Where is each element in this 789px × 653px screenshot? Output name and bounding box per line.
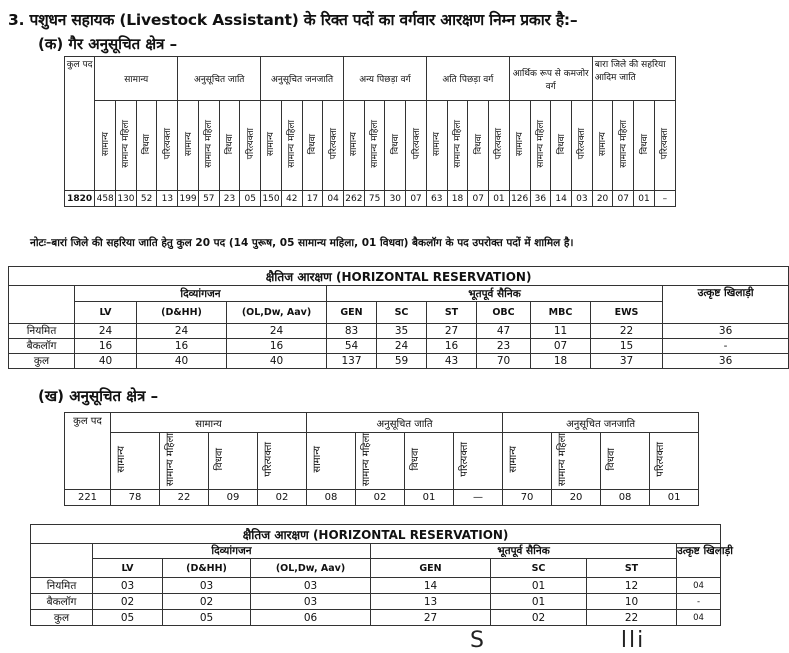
t2-cell: 27 bbox=[427, 324, 477, 339]
t2-group-disabled: दिव्यांगजन bbox=[75, 286, 327, 302]
t1-value: 458 bbox=[95, 191, 116, 207]
t4-cell: 03 bbox=[163, 578, 251, 594]
t4-title: क्षैतिज आरक्षण (HORIZONTAL RESERVATION) bbox=[31, 525, 721, 544]
t3-value: 78 bbox=[111, 490, 160, 506]
t1-subheader-row bbox=[65, 101, 676, 191]
page-heading: 3. पशुधन सहायक (Livestock Assistant) के रिक्त पदों का वर्गवार आरक्षण निम्न प्रकार है:– bbox=[8, 11, 578, 29]
t1-value: 199 bbox=[178, 191, 199, 207]
t1-subheader-label: सामान्य महिला bbox=[287, 120, 298, 168]
t1-value: 262 bbox=[344, 191, 365, 207]
t2-row bbox=[9, 354, 789, 369]
t4-row bbox=[31, 594, 721, 610]
t1-subheader-label: सामान्य bbox=[349, 131, 360, 156]
t3-subheader-cell bbox=[209, 433, 258, 490]
t1-group: अनुसूचित जाति bbox=[178, 57, 261, 101]
t3-value: 22 bbox=[160, 490, 209, 506]
t1-value: 36 bbox=[530, 191, 551, 207]
t1-group-row bbox=[65, 57, 676, 101]
section-b-title: (ख) अनुसूचित क्षेत्र – bbox=[38, 387, 159, 405]
t1-subheader-label: विधवा bbox=[639, 133, 650, 155]
t1-subheader-cell bbox=[509, 101, 530, 191]
t1-subheader-label: परित्यक्ता bbox=[328, 128, 339, 160]
t4-cell: 06 bbox=[251, 610, 371, 626]
t1-subheader-cell bbox=[136, 101, 157, 191]
t1-subheader-label: परित्यक्ता bbox=[494, 128, 505, 160]
t4-cell: 04 bbox=[677, 578, 721, 594]
t1-subheader-label: सामान्य महिला bbox=[370, 120, 381, 168]
t1-group: सामान्य bbox=[95, 57, 178, 101]
t1-subheader-label: सामान्य महिला bbox=[618, 120, 629, 168]
t3-group: सामान्य bbox=[111, 413, 307, 433]
t1-subheader-cell bbox=[634, 101, 655, 191]
t4-cell: 02 bbox=[163, 594, 251, 610]
t2-cell: 22 bbox=[591, 324, 663, 339]
t2-cell: - bbox=[663, 339, 789, 354]
t4-subheader-row bbox=[31, 559, 721, 578]
t1-group: अनुसूचित जनजाति bbox=[261, 57, 344, 101]
t3-value: 09 bbox=[209, 490, 258, 506]
t4-cell: 03 bbox=[251, 578, 371, 594]
t1-value: 52 bbox=[136, 191, 157, 207]
t1-subheader-cell bbox=[302, 101, 323, 191]
t1-total-header: कुल पद bbox=[65, 57, 95, 191]
t2-group-sports: उत्कृष्ट खिलाड़ी bbox=[663, 286, 789, 324]
t1-subheader-label: परित्यक्ता bbox=[660, 128, 671, 160]
t4-cell: 02 bbox=[491, 610, 587, 626]
t3-subheader-cell bbox=[454, 433, 503, 490]
t2-cell: 24 bbox=[377, 339, 427, 354]
t4-subheader: (D&HH) bbox=[163, 559, 251, 578]
t2-cell: 24 bbox=[137, 324, 227, 339]
t1-total-value: 1820 bbox=[65, 191, 95, 207]
t1-group: बारा जिले की सहरिया आदिम जाति bbox=[592, 57, 675, 101]
t2-cell: 43 bbox=[427, 354, 477, 369]
t1-subheader-cell bbox=[157, 101, 178, 191]
t1-value: 130 bbox=[116, 191, 137, 207]
t4-subheader: GEN bbox=[371, 559, 491, 578]
t4-subheader: LV bbox=[93, 559, 163, 578]
t2-row-label: बैकलॉग bbox=[9, 339, 75, 354]
t1-value: 13 bbox=[157, 191, 178, 207]
t1-group: आर्थिक रूप से कमजोर वर्ग bbox=[509, 57, 592, 101]
table-non-scheduled bbox=[64, 56, 676, 207]
t1-subheader-cell bbox=[468, 101, 489, 191]
t3-subheader-cell bbox=[405, 433, 454, 490]
t3-total-header: कुल पद bbox=[65, 413, 111, 490]
t3-value: 20 bbox=[552, 490, 601, 506]
t1-group: अति पिछड़ा वर्ग bbox=[426, 57, 509, 101]
t2-subheader: (D&HH) bbox=[137, 302, 227, 324]
t1-subheader-label: सामान्य bbox=[432, 131, 443, 156]
t3-group: अनुसूचित जाति bbox=[307, 413, 503, 433]
t2-cell: 37 bbox=[591, 354, 663, 369]
t3-subheader-label: सामान्य महिला bbox=[361, 433, 373, 487]
t3-value: 02 bbox=[356, 490, 405, 506]
t1-subheader-cell bbox=[364, 101, 385, 191]
t3-subheader-cell bbox=[552, 433, 601, 490]
t3-values-row bbox=[65, 490, 699, 506]
t2-subheader: (OL,Dw, Aav) bbox=[227, 302, 327, 324]
table-horizontal-reservation-b bbox=[30, 524, 733, 626]
t4-cell: 13 bbox=[371, 594, 491, 610]
t1-subheader-label: सामान्य bbox=[515, 131, 526, 156]
t1-value: 20 bbox=[592, 191, 613, 207]
t1-value: 07 bbox=[613, 191, 634, 207]
t1-subheader-cell bbox=[447, 101, 468, 191]
t1-value: 42 bbox=[281, 191, 302, 207]
t2-cell: 36 bbox=[663, 324, 789, 339]
t2-cell: 11 bbox=[531, 324, 591, 339]
t3-total-value: 221 bbox=[65, 490, 111, 506]
t4-cell: 10 bbox=[587, 594, 677, 610]
t3-subheader-label: विधवा bbox=[214, 448, 225, 471]
t4-group-sports: उत्कृष्ट खिलाड़ी bbox=[677, 544, 721, 578]
t4-row-label: कुल bbox=[31, 610, 93, 626]
t4-cell: 05 bbox=[163, 610, 251, 626]
t4-cell: 03 bbox=[93, 578, 163, 594]
t4-row-label: बैकलॉग bbox=[31, 594, 93, 610]
t2-cell: 54 bbox=[327, 339, 377, 354]
t2-cell: 16 bbox=[75, 339, 137, 354]
t4-cell: 01 bbox=[491, 578, 587, 594]
t1-value: 57 bbox=[198, 191, 219, 207]
t2-cell: 24 bbox=[75, 324, 137, 339]
t2-row-label: कुल bbox=[9, 354, 75, 369]
t4-cell: 01 bbox=[491, 594, 587, 610]
t2-row-label: नियमित bbox=[9, 324, 75, 339]
t2-cell: 40 bbox=[75, 354, 137, 369]
t1-value: 05 bbox=[240, 191, 261, 207]
t3-subheader-label: विधवा bbox=[410, 448, 422, 471]
t1-subheader-cell bbox=[219, 101, 240, 191]
t3-value: 01 bbox=[650, 490, 699, 506]
t4-cell: - bbox=[677, 594, 721, 610]
t2-cell: 47 bbox=[477, 324, 531, 339]
t1-subheader-cell bbox=[323, 101, 344, 191]
t4-subheader: (OL,Dw, Aav) bbox=[251, 559, 371, 578]
t1-subheader-cell bbox=[116, 101, 137, 191]
t1-subheader-label: विधवा bbox=[390, 133, 401, 155]
t2-subheader: EWS bbox=[591, 302, 663, 324]
t1-subheader-label: सामान्य bbox=[100, 131, 111, 156]
t3-subheader-cell bbox=[503, 433, 552, 490]
t1-subheader-cell bbox=[240, 101, 261, 191]
t4-cell: 05 bbox=[93, 610, 163, 626]
t1-subheader-label: विधवा bbox=[473, 133, 484, 155]
t3-subheader-label: विधवा bbox=[606, 448, 618, 471]
t3-subheader-label: सामान्य महिला bbox=[557, 433, 569, 487]
t1-value: 18 bbox=[447, 191, 468, 207]
t3-subheader-cell bbox=[111, 433, 160, 490]
t3-subheader-cell bbox=[307, 433, 356, 490]
t1-value: 01 bbox=[489, 191, 510, 207]
t2-subheader: ST bbox=[427, 302, 477, 324]
t1-subheader-label: विधवा bbox=[142, 133, 153, 155]
t2-cell: 07 bbox=[531, 339, 591, 354]
t2-cell: 18 bbox=[531, 354, 591, 369]
t1-subheader-cell bbox=[654, 101, 675, 191]
t1-value: 03 bbox=[571, 191, 592, 207]
t2-row bbox=[9, 324, 789, 339]
t3-subheader-cell bbox=[258, 433, 307, 490]
t4-row bbox=[31, 578, 721, 594]
t1-value: 01 bbox=[634, 191, 655, 207]
t1-subheader-cell bbox=[261, 101, 282, 191]
t2-cell: 16 bbox=[427, 339, 477, 354]
t2-row bbox=[9, 339, 789, 354]
t1-value: 04 bbox=[323, 191, 344, 207]
t1-subheader-label: विधवा bbox=[307, 133, 318, 155]
t3-value: 02 bbox=[258, 490, 307, 506]
t1-subheader-label: सामान्य bbox=[598, 131, 609, 156]
t1-value: 63 bbox=[426, 191, 447, 207]
t1-value: 07 bbox=[406, 191, 427, 207]
t1-value: 75 bbox=[364, 191, 385, 207]
t1-subheader-label: परित्यक्ता bbox=[577, 128, 588, 160]
t1-subheader-cell bbox=[281, 101, 302, 191]
t4-cell: 04 bbox=[677, 610, 721, 626]
t3-value: 08 bbox=[601, 490, 650, 506]
t1-subheader-cell bbox=[592, 101, 613, 191]
t3-subheader-label: सामान्य bbox=[508, 446, 520, 473]
t2-cell: 59 bbox=[377, 354, 427, 369]
t4-group-disabled: दिव्यांगजन bbox=[93, 544, 371, 559]
t1-value: 23 bbox=[219, 191, 240, 207]
t1-subheader-label: सामान्य bbox=[266, 131, 277, 156]
cropped-footer-text: S lli bbox=[470, 628, 646, 653]
t1-subheader-label: सामान्य महिला bbox=[535, 120, 546, 168]
t3-subheader-cell bbox=[650, 433, 699, 490]
t2-subheader: LV bbox=[75, 302, 137, 324]
t3-value: — bbox=[454, 490, 503, 506]
t4-subheader: ST bbox=[587, 559, 677, 578]
t1-value: 150 bbox=[261, 191, 282, 207]
t4-cell: 14 bbox=[371, 578, 491, 594]
t2-cell: 16 bbox=[227, 339, 327, 354]
t1-subheader-label: सामान्य महिला bbox=[452, 120, 463, 168]
t4-row bbox=[31, 610, 721, 626]
t2-cell: 35 bbox=[377, 324, 427, 339]
t3-subheader-cell bbox=[356, 433, 405, 490]
t1-subheader-cell bbox=[426, 101, 447, 191]
section-a-title: (क) गैर अनुसूचित क्षेत्र – bbox=[38, 35, 178, 53]
t1-subheader-cell bbox=[489, 101, 510, 191]
t4-row-label: नियमित bbox=[31, 578, 93, 594]
t2-subheader: MBC bbox=[531, 302, 591, 324]
t3-subheader-cell bbox=[160, 433, 209, 490]
t1-subheader-cell bbox=[571, 101, 592, 191]
t1-subheader-label: सामान्य bbox=[183, 131, 194, 156]
t1-value: 07 bbox=[468, 191, 489, 207]
t3-subheader-label: परित्यक्ता bbox=[655, 442, 667, 477]
t1-subheader-cell bbox=[613, 101, 634, 191]
t3-value: 08 bbox=[307, 490, 356, 506]
t2-group-ex-servicemen: भूतपूर्व सैनिक bbox=[327, 286, 663, 302]
t2-cell: 24 bbox=[227, 324, 327, 339]
t1-subheader-label: परित्यक्ता bbox=[162, 128, 173, 160]
t4-subheader: SC bbox=[491, 559, 587, 578]
t3-subheader-row bbox=[65, 433, 699, 490]
t2-subheader: SC bbox=[377, 302, 427, 324]
t1-subheader-label: सामान्य महिला bbox=[204, 120, 215, 168]
t2-cell: 40 bbox=[137, 354, 227, 369]
t3-subheader-label: सामान्य bbox=[116, 446, 127, 473]
t2-cell: 137 bbox=[327, 354, 377, 369]
t2-subheader: OBC bbox=[477, 302, 531, 324]
t1-subheader-cell bbox=[385, 101, 406, 191]
t2-cell: 40 bbox=[227, 354, 327, 369]
t1-value: 30 bbox=[385, 191, 406, 207]
t1-subheader-cell bbox=[406, 101, 427, 191]
t3-subheader-label: परित्यक्ता bbox=[263, 442, 274, 477]
t3-group: अनुसूचित जनजाति bbox=[503, 413, 699, 433]
t1-group: अन्य पिछड़ा वर्ग bbox=[344, 57, 427, 101]
t3-subheader-cell bbox=[601, 433, 650, 490]
t1-subheader-label: विधवा bbox=[225, 133, 236, 155]
note: नोटः–बारां जिले की सहरिया जाति हेतु कुल 20 पद (14 पुरूष, 05 सामान्य महिला, 01 विधवा) बैकलॉग के पद उपरोक्त पदों में शामिल है। bbox=[30, 237, 574, 249]
t1-subheader-cell bbox=[198, 101, 219, 191]
t1-subheader-label: परित्यक्ता bbox=[411, 128, 422, 160]
t1-values-row bbox=[65, 191, 676, 207]
t1-subheader-cell bbox=[530, 101, 551, 191]
t2-cell: 15 bbox=[591, 339, 663, 354]
t1-subheader-cell bbox=[551, 101, 572, 191]
t4-cell: 12 bbox=[587, 578, 677, 594]
t1-subheader-cell bbox=[95, 101, 116, 191]
table-horizontal-reservation-a bbox=[8, 266, 789, 369]
t2-cell: 83 bbox=[327, 324, 377, 339]
t2-subheader: GEN bbox=[327, 302, 377, 324]
t1-subheader-label: विधवा bbox=[556, 133, 567, 155]
t3-subheader-label: सामान्य महिला bbox=[165, 433, 176, 487]
t2-title: क्षैतिज आरक्षण (HORIZONTAL RESERVATION) bbox=[9, 267, 789, 286]
t4-cell: 27 bbox=[371, 610, 491, 626]
t1-subheader-cell bbox=[344, 101, 365, 191]
t1-subheader-label: सामान्य महिला bbox=[121, 120, 132, 168]
t1-subheader-cell bbox=[178, 101, 199, 191]
t1-value: 17 bbox=[302, 191, 323, 207]
t3-subheader-label: सामान्य bbox=[312, 446, 324, 473]
t4-group-ex-servicemen: भूतपूर्व सैनिक bbox=[371, 544, 677, 559]
t1-value: 126 bbox=[509, 191, 530, 207]
t2-cell: 23 bbox=[477, 339, 531, 354]
t2-cell: 16 bbox=[137, 339, 227, 354]
t1-subheader-label: परित्यक्ता bbox=[245, 128, 256, 160]
t4-cell: 02 bbox=[93, 594, 163, 610]
t2-cell: 70 bbox=[477, 354, 531, 369]
t1-value: – bbox=[654, 191, 675, 207]
t4-cell: 22 bbox=[587, 610, 677, 626]
t2-cell: 36 bbox=[663, 354, 789, 369]
t4-cell: 03 bbox=[251, 594, 371, 610]
t1-value: 14 bbox=[551, 191, 572, 207]
t3-value: 01 bbox=[405, 490, 454, 506]
t3-subheader-label: परित्यक्ता bbox=[459, 442, 471, 477]
t3-value: 70 bbox=[503, 490, 552, 506]
table-scheduled bbox=[64, 412, 699, 506]
